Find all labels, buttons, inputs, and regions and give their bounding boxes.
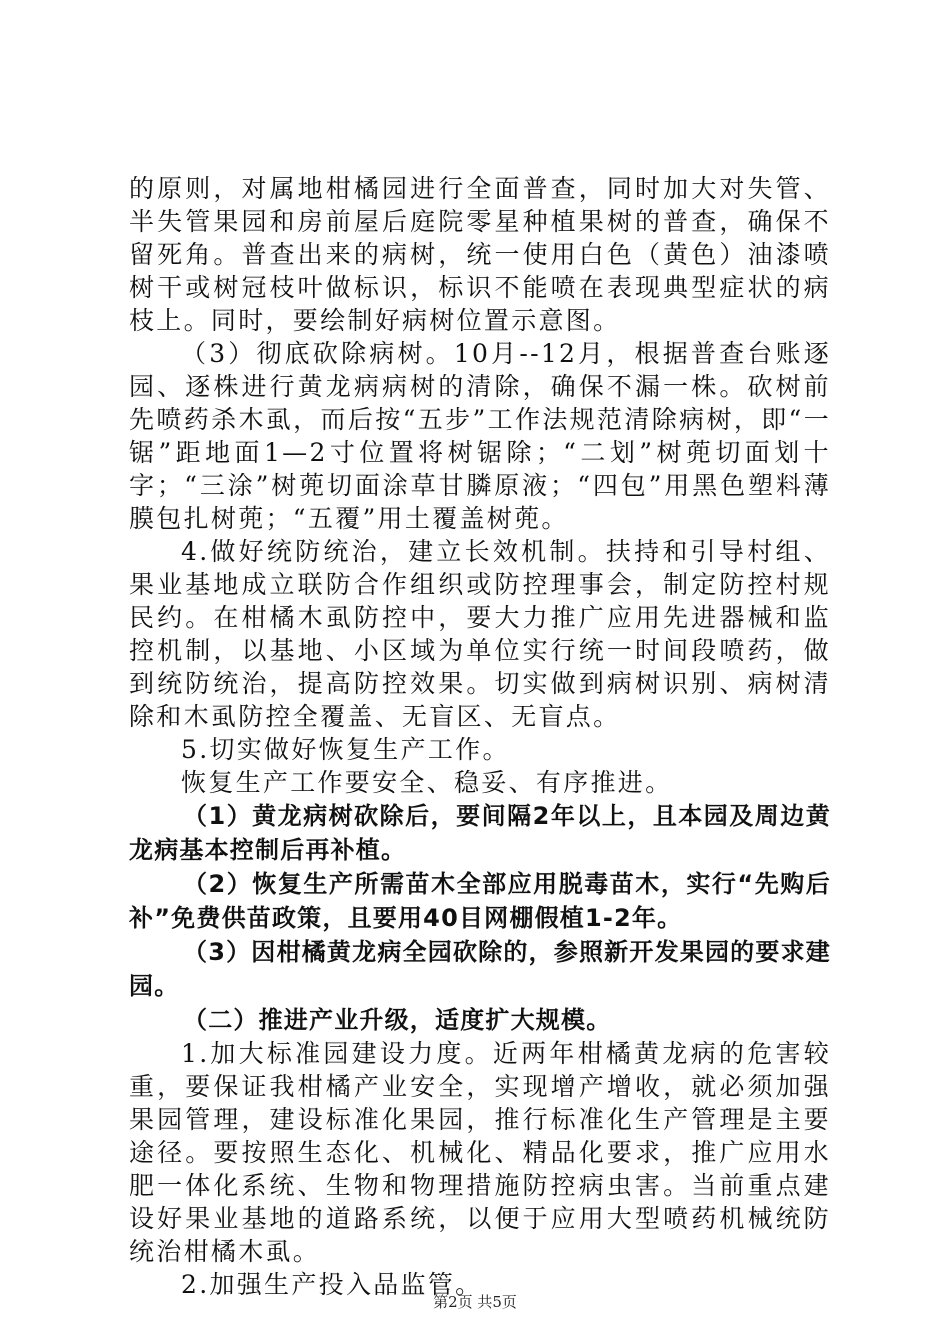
- section-heading-industry-upgrade: （二）推进产业升级，适度扩大规模。: [183, 1006, 612, 1034]
- paragraph-input-supervision: 2.加强生产投入品监管。: [181, 1270, 483, 1299]
- paragraph-restore-production-heading: 5.切实做好恢复生产工作。: [181, 735, 510, 764]
- paragraph-replant-interval: （1）黄龙病树砍除后，要间隔2年以上，且本园及周边黄龙病基本控制后再补植。: [129, 802, 831, 864]
- paragraph-joint-prevention: 4.做好统防统治，建立长效机制。扶持和引导村组、果业基地成立联防合作组织或防控理事会，制定防控村规民约。在柑橘木虱防控中，要大力推广应用先进器械和监控机制，以基地、小区域为单位实行统一时间段喷药，做到统防统治，提高防控效果。切实做到病树识别、病树清除和木虱防控全覆盖、无盲区、无盲点。: [129, 537, 831, 731]
- page-footer: 第2页 共5页: [433, 1293, 517, 1311]
- paragraph-virus-free-seedlings: （2）恢复生产所需苗木全部应用脱毒苗木，实行“先购后补”免费供苗政策，且要用40目网棚假植1-2年。: [129, 870, 831, 932]
- paragraph-remove-diseased-trees: （3）彻底砍除病树。10月--12月，根据普查台账逐园、逐株进行黄龙病病树的清除，确保不漏一株。砍树前先喷药杀木虱，而后按“五步”工作法规范清除病树，即“一锯”距地面1—2寸位置将树锯除；“二划”树蔸切面划十字；“三涂”树蔸切面涂草甘膦原液；“四包”用黑色塑料薄膜包扎树蔸；“五覆”用土覆盖树蔸。: [129, 339, 831, 533]
- paragraph-rebuild-orchard: （3）因柑橘黄龙病全园砍除的，参照新开发果园的要求建园。: [129, 938, 831, 1000]
- paragraph-restore-production-intro: 恢复生产工作要安全、稳妥、有序推进。: [181, 768, 673, 797]
- paragraph-survey-principle: 的原则，对属地柑橘园进行全面普查，同时加大对失管、半失管果园和房前屋后庭院零星种植果树的普查，确保不留死角。普查出来的病树，统一使用白色（黄色）油漆喷树干或树冠枝叶做标识，标识不能喷在表现典型症状的病枝上。同时，要绘制好病树位置示意图。: [129, 174, 831, 335]
- paragraph-standard-orchards: 1.加大标准园建设力度。近两年柑橘黄龙病的危害较重，要保证我柑橘产业安全，实现增产增收，就必须加强果园管理，建设标准化果园，推行标准化生产管理是主要途径。要按照生态化、机械化、精品化要求，推广应用水肥一体化系统、生物和物理措施防控病虫害。当前重点建设好果业基地的道路系统，以便于应用大型喷药机械统防统治柑橘木虱。: [129, 1039, 831, 1266]
- document-body: [129, 172, 831, 1301]
